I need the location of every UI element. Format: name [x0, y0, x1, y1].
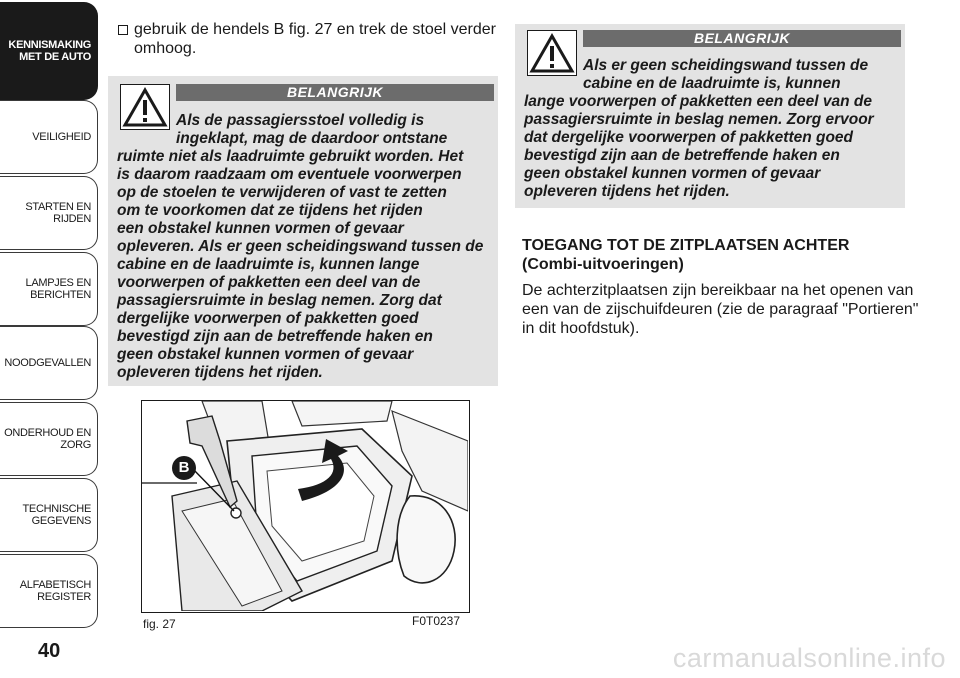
- tab-label: MET DE AUTO: [19, 51, 91, 63]
- section-body: De achterzitplaatsen zijn bereikbaar na het openen van een van de zijschuifdeuren (zie de paragraaf "Portieren" in dit hoofdstuk).: [522, 282, 919, 337]
- tab-label: ONDERHOUD EN: [4, 427, 91, 439]
- tab-label: GEGEVENS: [31, 515, 91, 527]
- warning-text-line: bevestigd zijn aan de betreffende haken en: [117, 328, 433, 345]
- warning-text-line: Als de passagiersstoel volledig is: [176, 112, 425, 129]
- seat-lever-illustration: [142, 401, 468, 611]
- tab-starten-en-rijden[interactable]: [0, 176, 98, 250]
- warning-text-line: bevestigd zijn aan de betreffende haken en: [524, 147, 840, 164]
- warning-text-line: een obstakel kunnen vormen of gevaar: [117, 220, 404, 237]
- watermark-text: carmanualsonline.info: [672, 643, 946, 673]
- warning-title: BELANGRIJK: [176, 84, 494, 101]
- warning-text-line: opleveren tijdens het rijden.: [117, 364, 323, 381]
- tab-label: LAMPJES EN: [25, 277, 91, 289]
- tab-veiligheid[interactable]: [0, 100, 98, 174]
- warning-text-line: voorwerpen of pakketten een deel van de: [117, 274, 421, 291]
- warning-text-line: ingeklapt, mag de daardoor ontstane: [176, 130, 448, 147]
- warning-triangle-icon: [527, 30, 577, 76]
- warning-text-line: passagiersruimte in beslag nemen. Zorg ervoor: [524, 111, 874, 128]
- tab-label: VEILIGHEID: [32, 131, 91, 143]
- section-heading-line: TOEGANG TOT DE ZITPLAATSEN ACHTER: [522, 237, 850, 254]
- checkbox-bullet-icon: [118, 25, 128, 35]
- tab-label: KENNISMAKING: [8, 39, 91, 51]
- warning-text-line: passagiersruimte in beslag nemen. Zorg dat: [117, 292, 442, 309]
- figure-code: F0T0237: [412, 614, 461, 628]
- warning-text-line: opleveren tijdens het rijden.: [524, 183, 730, 200]
- tab-label: ZORG: [60, 439, 91, 451]
- tab-onderhoud-en-zorg[interactable]: [0, 402, 98, 476]
- tab-kennismaking[interactable]: [0, 2, 98, 100]
- tab-label: NOODGEVALLEN: [4, 357, 91, 369]
- tab-label: ALFABETISCH: [19, 579, 91, 591]
- tab-technische-gegevens[interactable]: [0, 478, 98, 552]
- tab-label: BERICHTEN: [30, 289, 91, 301]
- bullet-item: [118, 20, 498, 58]
- section-heading: [522, 236, 922, 274]
- warning-box-right: [515, 24, 905, 208]
- page-number: 40: [38, 640, 61, 662]
- warning-text-line: om te voorkomen dat ze tijdens het rijden: [117, 202, 423, 219]
- tab-lampjes-en-berichten[interactable]: [0, 252, 98, 326]
- chapter-sidebar: [0, 0, 100, 678]
- tab-label: TECHNISCHE: [22, 503, 91, 515]
- warning-text-line: Als er geen scheidingswand tussen de: [583, 57, 869, 74]
- warning-text-line: ruimte niet als laadruimte gebruikt worden. Het: [117, 148, 464, 165]
- warning-text-line: dat dergelijke voorwerpen of pakketten goed: [524, 129, 854, 146]
- warning-text-line: cabine en de laadruimte is, kunnen: [583, 75, 841, 92]
- warning-text-line: cabine en de laadruimte is, kunnen lange: [117, 256, 420, 273]
- warning-text-line: is daarom raadzaam om eventuele voorwerpen: [117, 166, 462, 183]
- figure-27: [141, 400, 470, 613]
- warning-text-line: op de stoelen te verwijderen of vast te zetten: [117, 184, 447, 201]
- warning-text-line: lange voorwerpen of pakketten een deel van de: [524, 93, 872, 110]
- warning-box-left: [108, 76, 498, 386]
- warning-text-line: geen obstakel kunnen vormen of gevaar: [117, 346, 414, 363]
- tab-label: STARTEN EN RIJDEN: [25, 201, 91, 225]
- label-b-callout: B: [172, 456, 196, 480]
- bullet-text: gebruik de hendels B fig. 27 en trek de stoel verder omhoog.: [134, 21, 496, 57]
- warning-text-line: geen obstakel kunnen vormen of gevaar: [524, 165, 821, 182]
- warning-text-line: dergelijke voorwerpen of pakketten goed: [117, 310, 419, 327]
- warning-title: BELANGRIJK: [583, 30, 901, 47]
- section-heading-line: (Combi-uitvoeringen): [522, 256, 684, 273]
- tab-noodgevallen[interactable]: [0, 326, 98, 400]
- tab-label: REGISTER: [37, 591, 91, 603]
- figure-caption: fig. 27: [143, 617, 176, 631]
- tab-alfabetisch-register[interactable]: [0, 554, 98, 628]
- warning-text-line: opleveren. Als er geen scheidingswand tussen de: [117, 238, 484, 255]
- warning-triangle-icon: [120, 84, 170, 130]
